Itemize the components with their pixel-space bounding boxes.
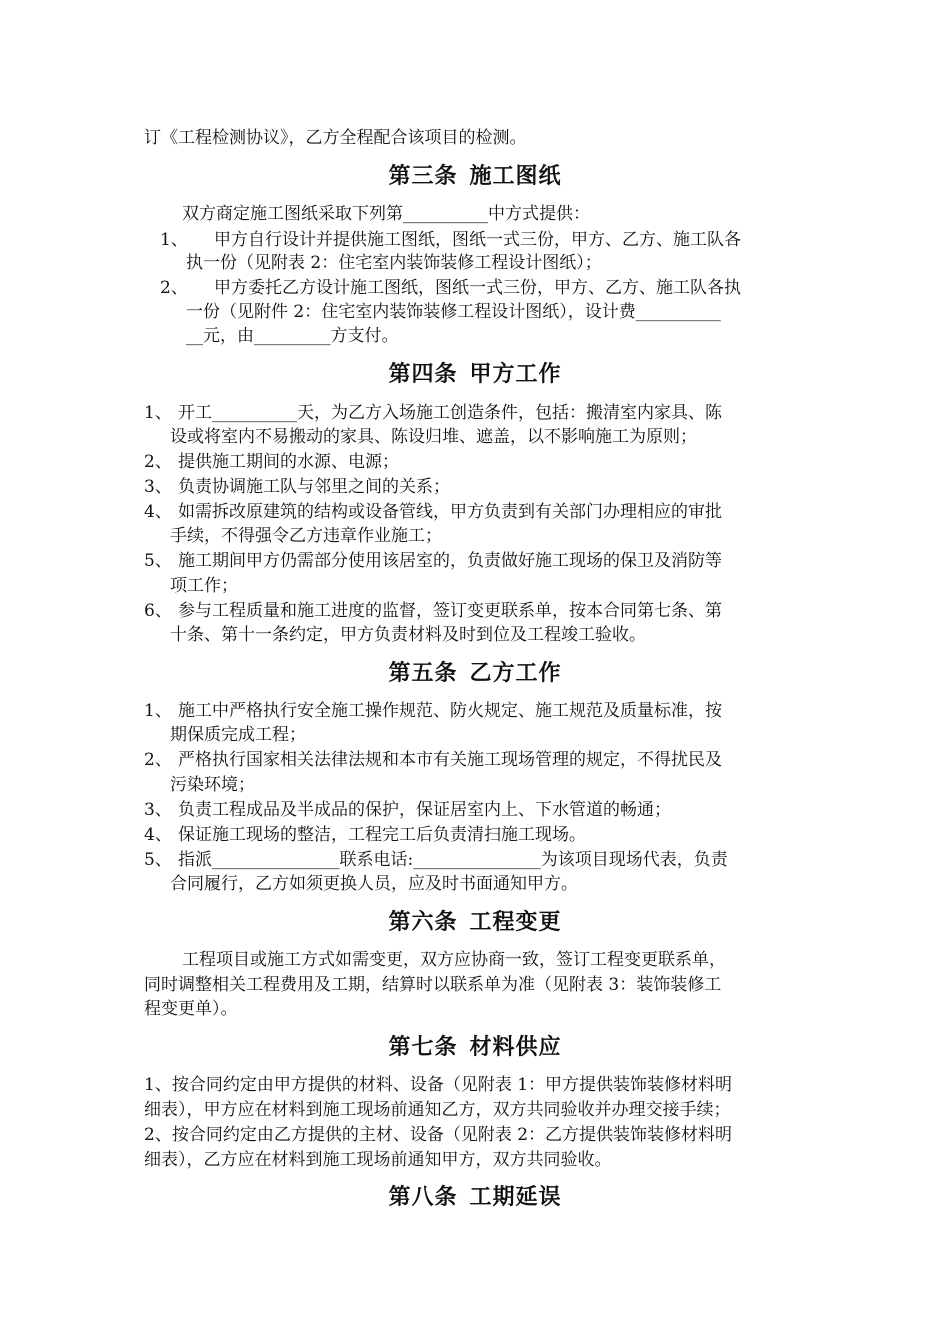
- article4-item-4-line1: 如需拆改原建筑的结构或设备管线，甲方负责到有关部门办理相应的审批: [178, 502, 722, 522]
- article5-number: 第五条: [388, 661, 458, 686]
- article7-text-line2: 细表），甲方应在材料到施工现场前通知乙方，双方共同验收并办理交接手续；: [144, 1100, 731, 1120]
- article7-number: 第七条: [388, 1035, 458, 1060]
- article5-item-2-line1: 严格执行国家相关法律法规和本市有关施工现场管理的规定，不得扰民及: [178, 750, 722, 770]
- article3-item-2-number: 2、: [160, 278, 188, 298]
- article5-item-4-line1: 保证施工现场的整洁，工程完工后负责清扫施工现场。: [178, 825, 586, 845]
- intro-text: 订《工程检测协议》，乙方全程配合该项目的检测。: [144, 128, 527, 148]
- article5-item-3-number: 3、: [144, 800, 172, 820]
- article7-title: 材料供应: [469, 1035, 562, 1060]
- article5-item-5-number: 5、: [144, 850, 172, 870]
- article5-heading: [0, 659, 950, 689]
- article5-item-4-number: 4、: [144, 825, 172, 845]
- article6-text-line1: 工程项目或施工方式如需变更，双方应协商一致，签订工程变更联系单，: [182, 950, 726, 970]
- article6-text-line3: 程变更单）。: [144, 999, 238, 1019]
- article4-item-2-number: 2、: [144, 452, 172, 472]
- article4-item-3-number: 3、: [144, 477, 172, 497]
- article8-number: 第八条: [388, 1185, 458, 1210]
- article3-item-2-line1: 甲方委托乙方设计施工图纸，图纸一式三份，甲方、乙方、施工队各执: [214, 278, 741, 298]
- article6-number: 第六条: [388, 910, 458, 935]
- article5-title: 乙方工作: [469, 661, 562, 686]
- article4-heading: [0, 360, 950, 390]
- article4-item-1-line1: 开工__________天，为乙方入场施工创造条件，包括：搬清室内家具、陈: [178, 403, 722, 423]
- article5-item-1-line2: 期保质完成工程；: [170, 725, 306, 745]
- article5-item-2-line2: 污染环境；: [170, 775, 255, 795]
- article4-item-1-number: 1、: [144, 403, 172, 423]
- article4-item-5-number: 5、: [144, 551, 172, 571]
- article3-heading: [0, 162, 950, 192]
- article7-text-line4: 细表），乙方应在材料到施工现场前通知甲方，双方共同验收。: [144, 1150, 612, 1170]
- article3-item-2-line2: 一份（见附件 2：住宅室内装饰装修工程设计图纸），设计费__________: [186, 302, 721, 322]
- article5-item-2-number: 2、: [144, 750, 172, 770]
- article3-item-1-line2: 执一份（见附表 2：住宅室内装饰装修工程设计图纸）；: [186, 253, 602, 273]
- article3-number: 第三条: [388, 164, 458, 189]
- article4-item-6-line2: 十条、第十一条约定，甲方负责材料及时到位及工程竣工验收。: [170, 625, 646, 645]
- article7-heading: [0, 1033, 950, 1063]
- article3-item-2-line3: __元，由_________方支付。: [186, 326, 399, 346]
- article4-item-5-line2: 项工作；: [170, 576, 238, 596]
- article5-item-5-line2: 合同履行，乙方如须更换人员，应及时书面通知甲方。: [170, 874, 578, 894]
- article4-item-4-number: 4、: [144, 502, 172, 522]
- article3-title: 施工图纸: [469, 164, 562, 189]
- article4-item-3-line1: 负责协调施工队与邻里之间的关系；: [178, 477, 450, 497]
- article4-item-5-line1: 施工期间甲方仍需部分使用该居室的，负责做好施工现场的保卫及消防等: [178, 551, 722, 571]
- article6-title: 工程变更: [469, 910, 562, 935]
- article3-item-1-number: 1、: [160, 230, 188, 250]
- article4-title: 甲方工作: [469, 362, 562, 387]
- article6-heading: [0, 908, 950, 938]
- article8-heading: [0, 1183, 950, 1213]
- article3-item-1-line1: 甲方自行设计并提供施工图纸，图纸一式三份，甲方、乙方、施工队各: [214, 230, 741, 250]
- article8-title: 工期延误: [469, 1185, 562, 1210]
- article4-item-2-line1: 提供施工期间的水源、电源；: [178, 452, 399, 472]
- article5-item-5-line1: 指派_______________联系电话:_______________为该项目现场代表，负责: [178, 850, 728, 870]
- article4-item-6-number: 6、: [144, 601, 172, 621]
- article3-lead-text: 双方商定施工图纸采取下列第__________中方式提供：: [182, 204, 590, 224]
- article4-item-4-line2: 手续，不得强令乙方违章作业施工；: [170, 526, 442, 546]
- article4-item-6-line1: 参与工程质量和施工进度的监督，签订变更联系单，按本合同第七条、第: [178, 601, 722, 621]
- article7-text-line1: 1、按合同约定由甲方提供的材料、设备（见附表 1：甲方提供装饰装修材料明: [144, 1075, 733, 1095]
- article4-number: 第四条: [388, 362, 458, 387]
- article5-item-3-line1: 负责工程成品及半成品的保护，保证居室内上、下水管道的畅通；: [178, 800, 671, 820]
- article5-item-1-number: 1、: [144, 701, 172, 721]
- article7-text-line3: 2、按合同约定由乙方提供的主材、设备（见附表 2：乙方提供装饰装修材料明: [144, 1125, 733, 1145]
- article6-text-line2: 同时调整相关工程费用及工期，结算时以联系单为准（见附表 3：装饰装修工: [144, 975, 722, 995]
- article5-item-1-line1: 施工中严格执行安全施工操作规范、防火规定、施工规范及质量标准，按: [178, 701, 722, 721]
- article4-item-1-line2: 设或将室内不易搬动的家具、陈设归堆、遮盖，以不影响施工为原则；: [170, 427, 697, 447]
